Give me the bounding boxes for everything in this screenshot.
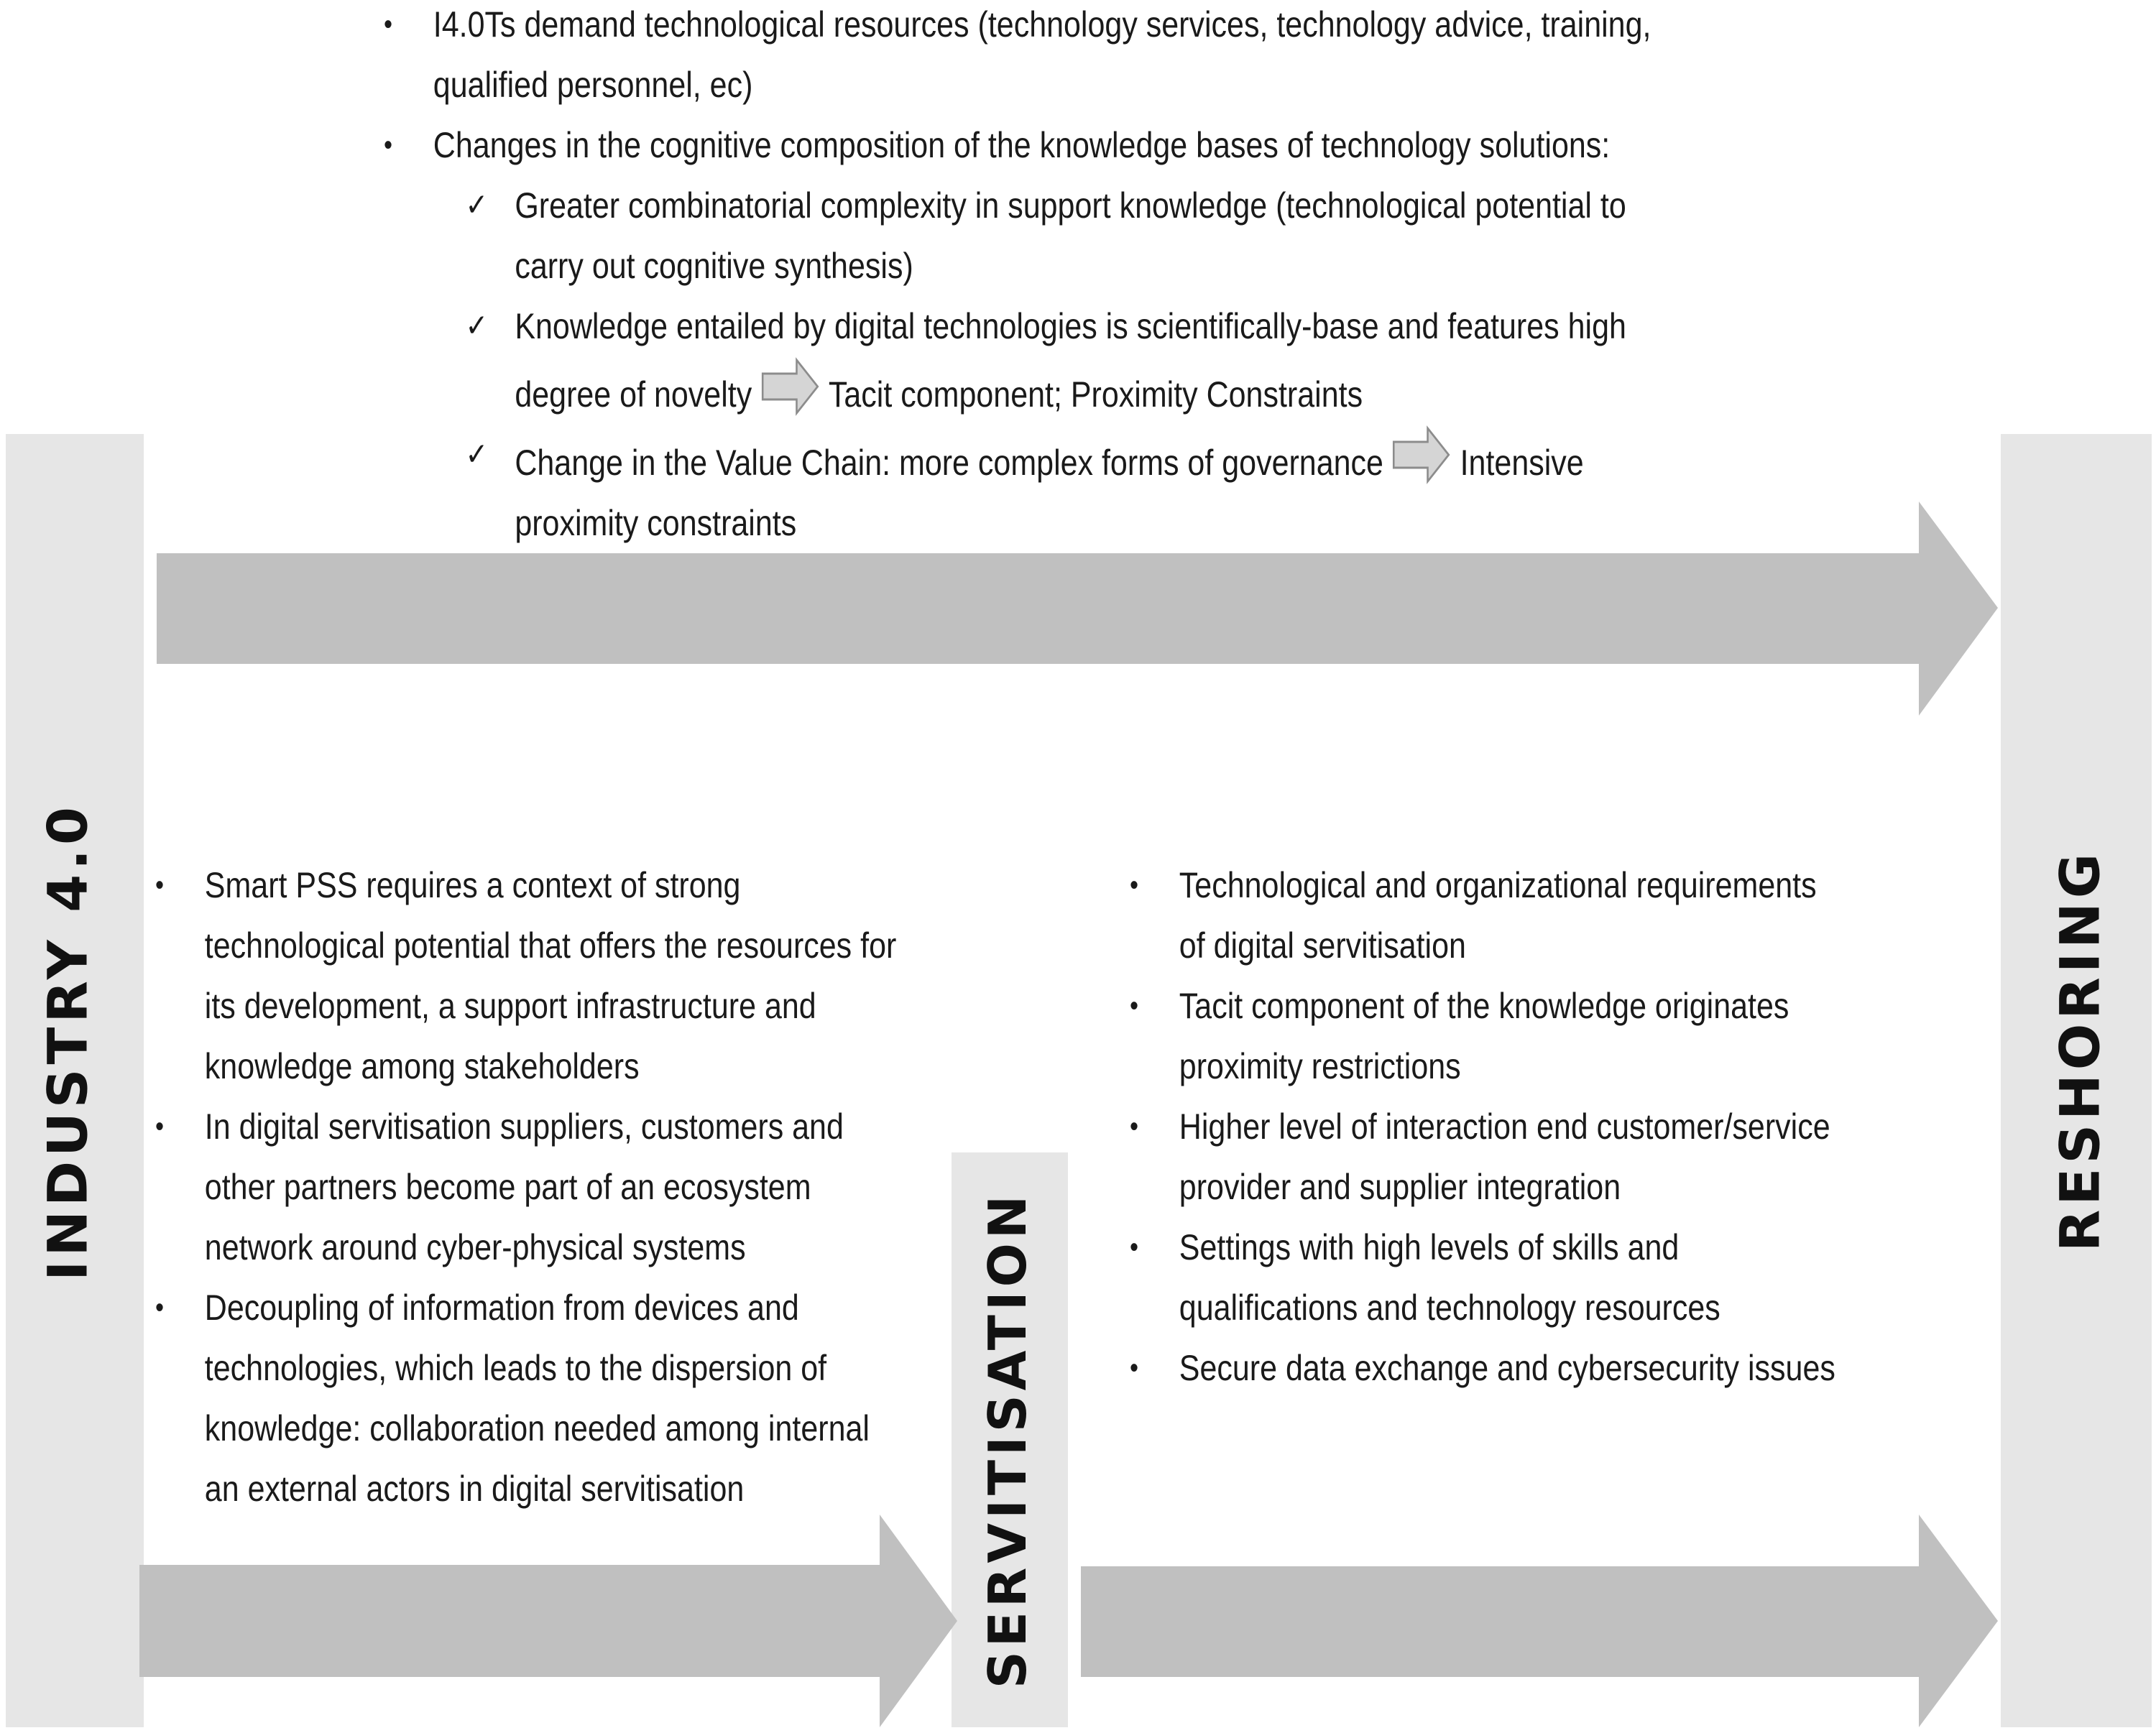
left-bullet-3-text: Decoupling of information from devices and technologies, which leads to the dispersion of knowledge: collaboration needed among internal an external actors in digital servitisation: [204, 1288, 870, 1509]
bullet-icon: •: [384, 9, 393, 40]
right-bullet-1: [1130, 855, 1847, 976]
bullet-icon: •: [1130, 1111, 1139, 1142]
industry-4-0-label: INDUSTRY 4.0: [35, 803, 100, 1281]
right-bullet-4-text: Settings with high levels of skills and qualifications and technology resources: [1179, 1227, 1720, 1328]
bullet-icon: •: [155, 869, 165, 901]
left-bullet-1-text: Smart PSS requires a context of strong technological potential that offers the resources for its development, a support infrastructure and knowledge among stakeholders: [204, 865, 897, 1086]
bullet-icon: •: [1130, 1352, 1139, 1384]
checkmark-icon: ✓: [465, 436, 489, 473]
top-check-2-text-after: Tacit component; Proximity Constraints: [828, 374, 1363, 415]
top-check-2: [384, 296, 1682, 425]
bottom-right-flow-arrow: [1081, 1515, 1998, 1727]
right-text-block: [1130, 855, 1847, 1398]
left-bullet-2: [155, 1096, 897, 1277]
checkmark-icon: ✓: [465, 308, 489, 344]
bottom-left-flow-arrow: [139, 1515, 957, 1727]
top-bullet-1-text: I4.0Ts demand technological resources (technology services, technology advice, training, qualified personnel, ec): [433, 4, 1651, 105]
left-text-block: [155, 855, 897, 1519]
top-check-1-text: Greater combinatorial complexity in support knowledge (technological potential to carry out cognitive synthesis): [515, 185, 1626, 286]
right-arrow-icon: [760, 356, 820, 417]
right-bullet-1-text: Technological and organizational requirements of digital servitisation: [1179, 865, 1817, 966]
top-check-3-text-before: Change in the Value Chain: more complex forms of governance: [515, 443, 1383, 483]
bullet-icon: •: [1130, 990, 1139, 1022]
right-arrow-icon: [1392, 425, 1452, 485]
bullet-icon: •: [155, 1292, 165, 1323]
servitisation-label: SERVITISATION: [977, 1191, 1038, 1689]
bullet-icon: •: [1130, 1231, 1139, 1263]
right-bullet-3-text: Higher level of interaction end customer/service provider and supplier integration: [1179, 1106, 1830, 1207]
right-bullet-2-text: Tacit component of the knowledge originates proximity restrictions: [1179, 986, 1789, 1086]
top-bullet-1: [384, 0, 1682, 115]
top-bullet-2-text: Changes in the cognitive composition of the knowledge bases of technology solutions:: [433, 125, 1611, 165]
bullet-icon: •: [155, 1111, 165, 1142]
bullet-icon: •: [1130, 869, 1139, 901]
right-bullet-5-text: Secure data exchange and cybersecurity issues: [1179, 1348, 1835, 1388]
right-bullet-5: [1130, 1338, 1847, 1398]
reshoring-label: RESHORING: [2047, 849, 2112, 1252]
right-bullet-2: [1130, 976, 1847, 1096]
bullet-icon: •: [384, 129, 393, 161]
top-text-block: [384, 0, 1682, 553]
left-bullet-1: [155, 855, 897, 1096]
top-check-3-text-after: Intensive proximity constraints: [515, 443, 1584, 543]
top-check-1: [384, 175, 1682, 296]
top-check-3: [384, 425, 1682, 553]
right-bullet-3: [1130, 1096, 1847, 1217]
right-bullet-4: [1130, 1217, 1847, 1338]
checkmark-icon: ✓: [465, 187, 489, 223]
top-bullet-2: [384, 115, 1682, 175]
left-bullet-2-text: In digital servitisation suppliers, customers and other partners become part of an ecosystem network around cyber-physical systems: [204, 1106, 844, 1267]
top-check-2-text-before: Knowledge entailed by digital technologies is scientifically-base and features high degree of novelty: [515, 306, 1626, 415]
left-bullet-3: [155, 1277, 897, 1519]
